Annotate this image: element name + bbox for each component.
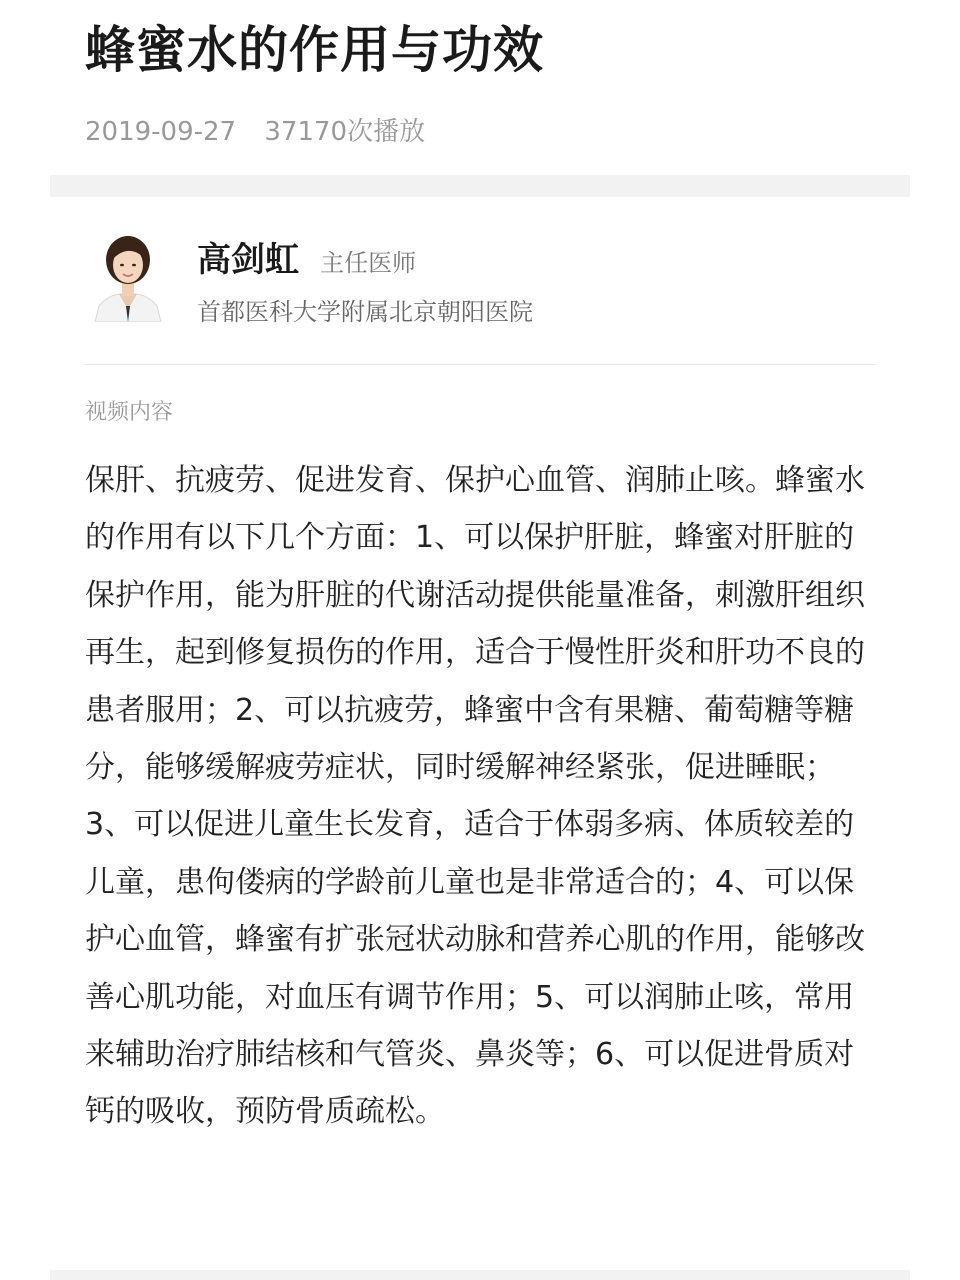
doctor-hospital: 首都医科大学附属北京朝阳医院 [197,298,533,326]
section-separator [50,175,910,197]
doctor-name[interactable]: 高剑虹 [197,240,299,280]
page-title: 蜂蜜水的作用与功效 [85,21,544,79]
play-count: 37170次播放 [264,117,426,147]
doctor-avatar-icon[interactable] [93,232,163,322]
publish-date: 2019-09-27 [85,117,237,147]
doctor-title: 主任医师 [320,249,417,277]
divider [85,364,875,365]
section-label: 视频内容 [85,400,174,425]
video-content-text: 保肝、抗疲劳、促进发育、保护心血管、润肺止咳。蜂蜜水的作用有以下几个方面：1、可以保护肝脏，蜂蜜对肝脏的保护作用，能为肝脏的代谢活动提供能量准备，刺激肝组织再生，起到修复损伤的作用，适合于慢性肝炎和肝功不良的患者服用；2、可以抗疲劳，蜂蜜中含有果糖、葡萄糖等糖分，能够缓解疲劳症状，同时缓解神经紧张，促进睡眠；3、可以促进儿童生长发育，适合于体弱多病、体质较差的儿童，患佝偻病的学龄前儿童也是非常适合的；4、可以保护心血管，蜂蜜有扩张冠状动脉和营养心肌的作用，能够改善心肌功能，对血压有调节作用；5、可以润肺止咳，常用来辅助治疗肺结核和气管炎、鼻炎等；6、可以促进骨质对钙的吸收，预防骨质疏松。 [85,463,865,1130]
doctor-name-row [197,236,416,290]
bottom-separator [50,1270,910,1280]
doctor-card[interactable] [85,222,875,362]
article-meta [85,112,445,152]
